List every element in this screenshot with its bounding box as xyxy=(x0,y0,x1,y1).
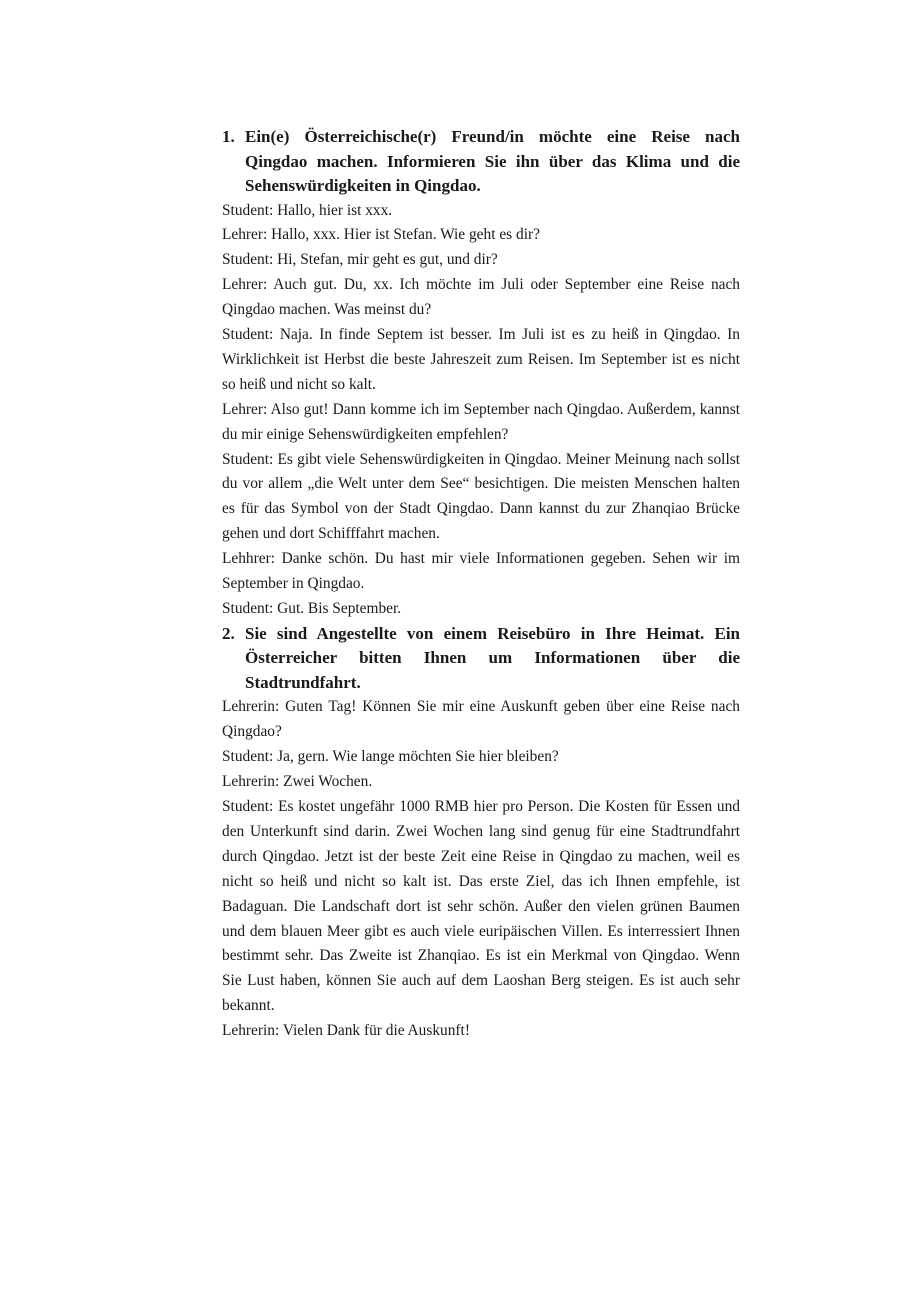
document-page xyxy=(222,125,740,1044)
section-1-heading xyxy=(222,125,740,199)
dialogue-line: Student: Hallo, hier ist xxx. xyxy=(222,201,393,219)
dialogue-line: Student: Ja, gern. Wie lange möchten Sie hier bleiben? xyxy=(222,748,559,766)
dialogue-line: Lehrerin: Zwei Wochen. xyxy=(222,773,373,791)
dialogue-line: Student: Hi, Stefan, mir geht es gut, und dir? xyxy=(222,251,498,269)
section-2-title: Sie sind Angestellte von einem Reisebüro in Ihre Heimat. Ein Österreicher bitten Ihnen um Informationen über die Stadtrundfahrt. xyxy=(245,623,740,692)
dialogue-line: Lehrerin: Guten Tag! Können Sie mir eine Auskunft geben über eine Reise nach Qingdao? xyxy=(222,698,740,741)
dialogue-line: Student: Naja. In finde Septem ist besser. Im Juli ist es zu heiß in Qingdao. In Wirklichkeit ist Herbst die beste Jahreszeit zum Reisen. Im September ist es nicht so heiß und nicht so kalt. xyxy=(222,326,740,393)
dialogue-line: Lehhrer: Danke schön. Du hast mir viele Informationen gegeben. Sehen wir im September in Qingdao. xyxy=(222,550,740,593)
dialogue-line: Lehrerin: Vielen Dank für die Auskunft! xyxy=(222,1022,470,1040)
section-2-number: 2. xyxy=(222,623,235,643)
dialogue-line: Lehrer: Auch gut. Du, xx. Ich möchte im Juli oder September eine Reise nach Qingdao machen. Was meinst du? xyxy=(222,276,740,319)
section-1-title: Ein(e) Österreichische(r) Freund/in möchte eine Reise nach Qingdao machen. Informieren Sie ihn über das Klima und die Sehenswürdigkeiten in Qingdao. xyxy=(245,127,740,195)
dialogue-line: Student: Es kostet ungefähr 1000 RMB hier pro Person. Die Kosten für Essen und den Unterkunft sind darin. Zwei Wochen lang sind genug für eine Stadtrundfahrt durch Qingdao. Jetzt ist der beste Zeit eine Reise in Qingdao zu machen, weil es nicht so heiß und nicht so kalt ist. Das erste Ziel, das ich Ihnen empfehle, ist Badaguan. Die Landschaft dort ist sehr schön. Außer den vielen grünen Baumen und dem blauen Meer gibt es auch viele euripäischen Villen. Es interressiert Ihnen bestimmt sehr. Das Zweite ist Zhanqiao. Es ist ein Merkmal von Qingdao. Wenn Sie Lust haben, können Sie auch auf dem Laoshan Berg steigen. Es ist auch sehr bekannt. xyxy=(222,798,740,1015)
section-1-number: 1. xyxy=(222,127,235,146)
dialogue-line: Student: Es gibt viele Sehenswürdigkeiten in Qingdao. Meiner Meinung nach sollst du vor allem „die Welt unter dem See“ besichtigen. Die meisten Menschen halten es für das Symbol von der Stadt Qingdao. Dann kannst du zur Zhanqiao Brücke gehen und dort Schifffahrt machen. xyxy=(222,450,740,543)
section-2-heading xyxy=(222,622,740,696)
dialogue-line: Student: Gut. Bis September. xyxy=(222,600,402,617)
dialogue-line: Lehrer: Also gut! Dann komme ich im September nach Qingdao. Außerdem, kannst du mir einige Sehenswürdigkeiten empfehlen? xyxy=(222,400,740,443)
dialogue-line: Lehrer: Hallo, xxx. Hier ist Stefan. Wie geht es dir? xyxy=(222,226,540,244)
